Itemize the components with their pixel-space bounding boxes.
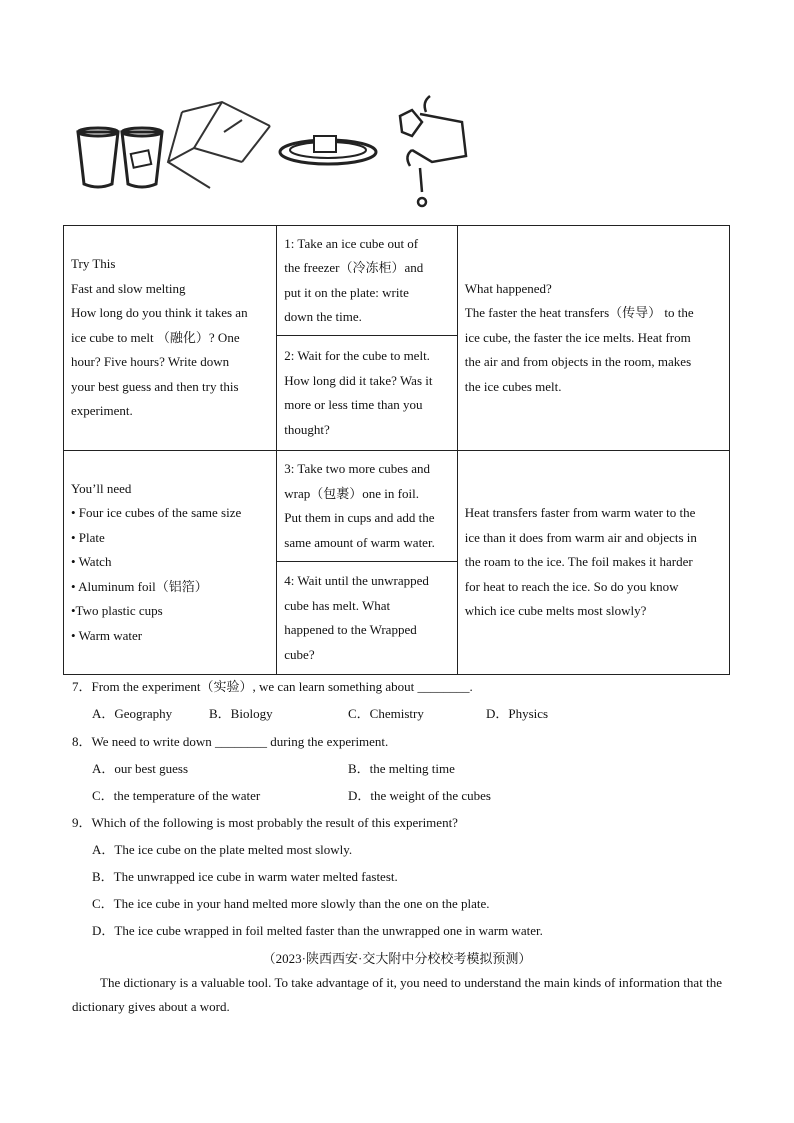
question-8-stem: 8．We need to write down ________ during the experiment.	[72, 734, 389, 749]
question-9-option-b[interactable]: B．The unwrapped ice cube in warm water melted fastest.	[92, 869, 398, 884]
text-line: 4: Wait until the unwrapped	[284, 573, 429, 588]
what-happened-cell	[457, 226, 729, 451]
step-1-cell	[277, 226, 458, 336]
text-line: How long did it take? Was it	[284, 372, 433, 388]
text-line: How long do you think it takes an	[71, 305, 248, 321]
experiment-illustration	[72, 92, 482, 220]
question-7-stem: 7．From the experiment（实验）, we can learn something about ________.	[72, 679, 473, 694]
text-line: • Plate	[71, 529, 105, 545]
text-line: the air and from objects in the room, makes	[464, 354, 692, 370]
text-line: down the time.	[284, 309, 362, 324]
question-8-option-a[interactable]: A．our best guess	[92, 761, 189, 776]
text-line: • Four ice cubes of the same size	[71, 505, 242, 521]
text-line: the freezer（冷冻柜）and	[284, 260, 424, 275]
text-line: • Watch	[71, 554, 112, 570]
text-line: the roam to the ice. The foil makes it harder	[464, 554, 693, 570]
question-9-option-d[interactable]: D．The ice cube wrapped in foil melted faster than the unwrapped one in warm water.	[92, 923, 543, 938]
text-line: 2: Wait for the cube to melt.	[284, 348, 430, 363]
foil-sheet-icon	[168, 102, 270, 188]
plate-with-ice-icon	[280, 136, 376, 164]
experiment-table	[63, 225, 730, 675]
table-row	[64, 451, 730, 562]
step-4-cell	[277, 562, 458, 675]
question-7-option-b[interactable]: B．Biology	[209, 706, 273, 721]
question-7-option-c[interactable]: C．Chemistry	[348, 706, 424, 721]
text-line: cube has melt. What	[284, 597, 391, 613]
empty-cup-icon	[78, 128, 118, 187]
text-line: ice cube to melt （融化）? One	[71, 329, 240, 345]
question-9-stem: 9．Which of the following is most probably the result of this experiment?	[72, 815, 458, 830]
passage-paragraph: The dictionary is a valuable tool. To take advantage of it, you need to understand the main kinds of information that the dictionary gives about a word.	[72, 975, 722, 1014]
text-line: 1: Take an ice cube out of	[284, 235, 419, 251]
text-line: ice cube, the faster the ice melts. Heat from	[464, 329, 691, 345]
text-line: experiment.	[71, 403, 133, 419]
question-7-option-a[interactable]: A．Geography	[92, 706, 173, 721]
text-line: the ice cubes melt.	[464, 378, 562, 394]
text-line: cube?	[284, 646, 315, 662]
you-need-cell	[64, 451, 277, 675]
text-line: for heat to reach the ice. So do you know	[464, 578, 679, 594]
text-line: thought?	[284, 421, 330, 437]
step-2-cell	[277, 336, 458, 451]
text-line: happened to the Wrapped	[284, 622, 417, 637]
text-line: •Two plastic cups	[71, 603, 163, 619]
text-line: 3: Take two more cubes and	[284, 461, 431, 476]
text-line: which ice cube melts most slowly?	[464, 603, 647, 619]
text-line: What happened?	[464, 280, 552, 296]
question-8-option-d[interactable]: D．the weight of the cubes	[348, 788, 491, 803]
question-8-option-c[interactable]: C．the temperature of the water	[92, 788, 261, 803]
question-9-option-a[interactable]: A．The ice cube on the plate melted most slowly.	[92, 842, 353, 857]
text-line: Put them in cups and add the	[284, 510, 435, 525]
text-line: Heat transfers faster from warm water to the	[464, 505, 696, 521]
table-row	[64, 226, 730, 336]
cup-with-ice-icon	[122, 128, 162, 187]
text-line: wrap（包裹）one in foil.	[284, 485, 419, 501]
text-line: ice than it does from warm air and objects in	[464, 529, 697, 545]
text-line: • Aluminum foil（铝箔）	[71, 578, 208, 594]
text-line: same amount of warm water.	[284, 534, 435, 550]
text-line: Fast and slow melting	[71, 280, 186, 296]
text-line: more or less time than you	[284, 397, 423, 412]
text-line: The faster the heat transfers（传导） to the	[464, 305, 694, 321]
text-line: You’ll need	[71, 480, 132, 496]
try-this-cell	[64, 226, 277, 451]
step-3-cell	[277, 451, 458, 562]
text-line: put it on the plate: write	[284, 284, 409, 300]
text-line: hour? Five hours? Write down	[71, 354, 230, 370]
hand-with-ice-icon	[400, 96, 466, 206]
text-line: Try This	[71, 256, 116, 272]
source-citation: （2023·陕西西安·交大附中分校校考模拟预测）	[262, 951, 532, 966]
text-line: your best guess and then try this	[71, 378, 239, 394]
text-line: • Warm water	[71, 627, 143, 643]
heat-transfer-cell	[457, 451, 729, 675]
question-7-option-d[interactable]: D．Physics	[486, 706, 549, 721]
question-8-option-b[interactable]: B．the melting time	[348, 761, 455, 776]
question-9-option-c[interactable]: C．The ice cube in your hand melted more slowly than the one on the plate.	[92, 896, 490, 911]
